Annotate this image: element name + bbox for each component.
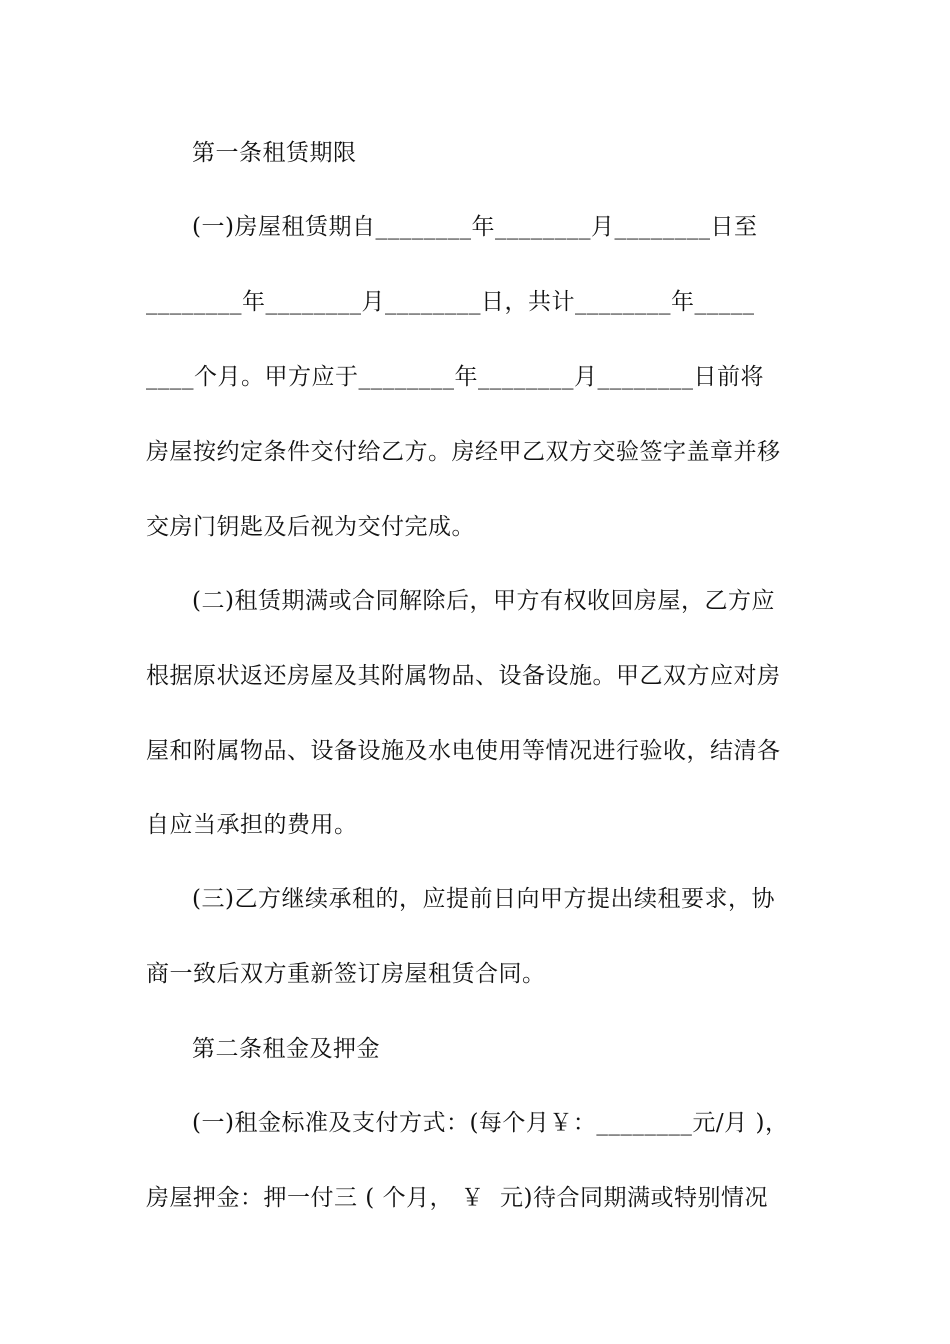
article-1-heading: 第一条租赁期限 <box>192 140 357 166</box>
paragraph-line: 屋和附属物品、设备设施及水电使用等情况进行验收，结清各 <box>146 738 781 764</box>
paragraph-line: (三)乙方继续承租的，应提前日向甲方提出续租要求，协 <box>192 886 775 912</box>
paragraph-line: (二)租赁期满或合同解除后，甲方有权收回房屋，乙方应 <box>192 588 775 614</box>
article-2-heading: 第二条租金及押金 <box>192 1036 380 1062</box>
paragraph-line: 根据原状返还房屋及其附属物品、设备设施。甲乙双方应对房 <box>146 663 781 689</box>
paragraph-line: 商一致后双方重新签订房屋租赁合同。 <box>146 961 546 987</box>
paragraph-line: ____个月。甲方应于________年________月________日前将 <box>146 364 764 390</box>
paragraph-line: 房屋押金：押一付三 ( 个月， ￥ 元)待合同期满或特别情况 <box>146 1185 769 1211</box>
paragraph-line: 自应当承担的费用。 <box>146 812 358 838</box>
paragraph-line: 房屋按约定条件交付给乙方。房经甲乙双方交验签字盖章并移 <box>146 439 781 465</box>
paragraph-line: 交房门钥匙及后视为交付完成。 <box>146 514 475 540</box>
paragraph-line: (一)租金标准及支付方式：(每个月￥：________元/月 )， <box>192 1110 789 1136</box>
paragraph-line: (一)房屋租赁期自________年________月________日至 <box>192 214 758 240</box>
paragraph-line: ________年________月________日，共计________年_____ <box>146 289 755 315</box>
